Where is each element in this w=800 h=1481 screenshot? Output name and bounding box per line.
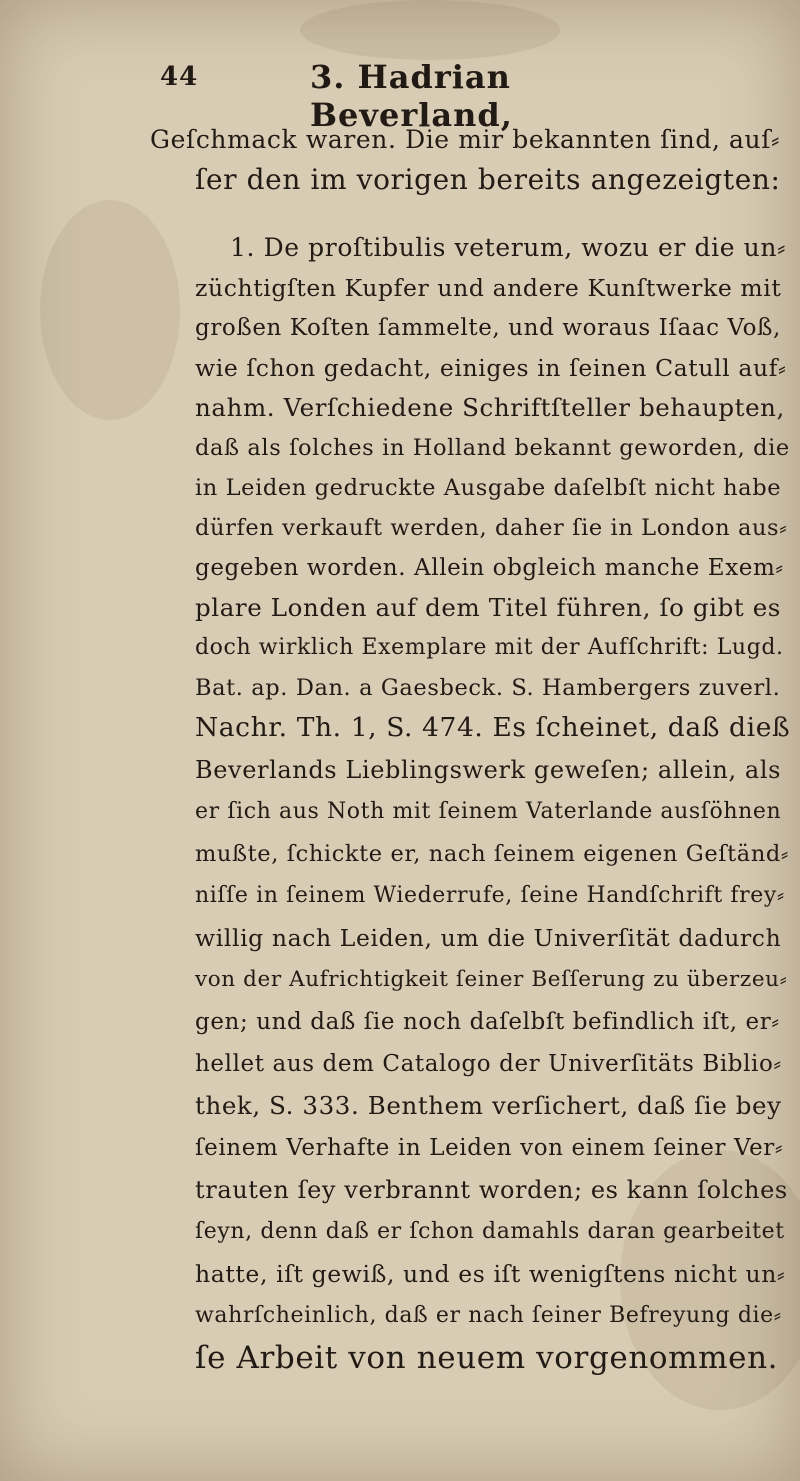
text-line: Geſchmack waren. Die mir bekannten ſind, auſ⸗ — [150, 125, 781, 154]
text-line: in Leiden gedruckte Ausgabe daſelbſt nicht habe — [195, 475, 782, 501]
text-line: züchtigſten Kupfer und andere Kunſtwerke mit — [195, 274, 782, 302]
text-line: mußte, ſchickte er, nach ſeinem eigenen Geſtänd⸗ — [195, 841, 790, 867]
text-line: daß als ſolches in Holland bekannt geworden, die — [195, 435, 790, 461]
text-line: niſſe in ſeinem Wiederrufe, ſeine Handſchrift frey⸗ — [195, 883, 785, 908]
text-line: Beverlands Lieblingswerk geweſen; allein, als — [195, 756, 782, 784]
text-line: dürfen verkauft werden, daher ſie in London aus⸗ — [195, 515, 788, 541]
text-line: wie ſchon gedacht, einiges in ſeinen Catull auf⸗ — [195, 354, 787, 382]
text-line: Nachr. Th. 1, S. 474. Es ſcheinet, daß dieß — [195, 712, 791, 743]
text-line: er ſich aus Noth mit ſeinem Vaterlande ausſöhnen — [195, 799, 782, 824]
text-line: Bat. ap. Dan. a Gaesbeck. S. Hambergers zuverl. — [195, 675, 781, 701]
text-line: 1. De proſtibulis veterum, wozu er die un⸗ — [230, 233, 786, 262]
text-line: ſeyn, denn daß er ſchon damahls daran gearbeitet — [195, 1219, 785, 1244]
text-line: hatte, iſt gewiß, und es iſt wenigſtens nicht un⸗ — [195, 1260, 786, 1288]
text-line: großen Koſten ſammelte, und woraus Iſaac Voß, — [195, 315, 781, 341]
running-title: 3. Hadrian Beverland, — [310, 58, 513, 134]
page-header — [160, 52, 720, 134]
text-line: gegeben worden. Allein obgleich manche Exem⸗ — [195, 555, 784, 581]
paper-stain — [40, 200, 180, 420]
text-line: thek, S. 333. Benthem verſichert, daß ſie bey — [195, 1091, 782, 1120]
text-line: willig nach Leiden, um die Univerſität dadurch — [195, 924, 782, 952]
text-line: ſe Arbeit von neuem vorgenommen. — [195, 1340, 779, 1376]
text-line: nahm. Verſchiedene Schriftſteller behaupten, — [195, 393, 785, 422]
text-line: gen; und daß ſie noch daſelbſt befindlich iſt, er⸗ — [195, 1009, 780, 1035]
text-line: trauten ſey verbrannt worden; es kann ſolches — [195, 1176, 788, 1204]
text-line: von der Aufrichtigkeit ſeiner Beſſerung zu überzeu⸗ — [195, 967, 788, 992]
text-line: hellet aus dem Catalogo der Univerſitäts Biblio⸗ — [195, 1051, 782, 1077]
text-line: ſer den im vorigen bereits angezeigten: — [195, 163, 781, 196]
text-line: doch wirklich Exemplare mit der Aufſchrift: Lugd. — [195, 635, 784, 660]
text-line: plare Londen auf dem Titel führen, ſo gibt es — [195, 593, 781, 622]
text-line: ſeinem Verhafte in Leiden von einem ſeiner Ver⸗ — [195, 1135, 784, 1161]
text-line: wahrſcheinlich, daß er nach ſeiner Befreyung die⸗ — [195, 1303, 782, 1328]
page-number: 44 — [160, 62, 199, 92]
paper-stain — [300, 0, 560, 60]
